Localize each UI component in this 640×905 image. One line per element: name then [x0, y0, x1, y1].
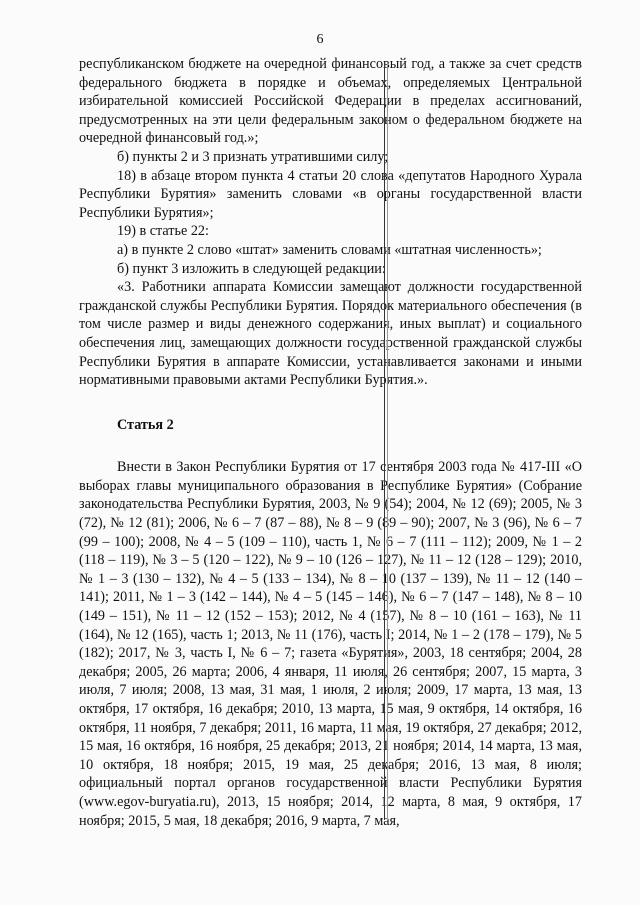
- paragraph-article-2-body: Внести в Закон Республики Бурятия от 17 сентября 2003 года № 417-III «О выборах главы муниципального образования в Республике Бурятия» (Собрание законодательства Республики Бурятия, 2003, № 9 (54); 2004, № 12 (69); 2005, № 3 (72), № 12 (81); 2006, № 6 – 7 (87 – 88), № 8 – 9 (89 – 90); 2007, № 3 (96), № 6 – 7 (99 – 100); 2008, № 4 – 5 (109 – 110), часть 1, № 6 – 7 (111 – 112); 2009, № 1 – 2 (118 – 119), № 3 – 5 (120 – 122), № 9 – 10 (126 – 127), № 11 – 12 (128 – 129); 2010, № 1 – 3 (130 – 132), № 4 – 5 (133 – 134), № 8 – 10 (137 – 139), № 11 – 12 (140 – 141); 2011, № 1 – 3 (142 – 144), № 4 – 5 (145 – 146), № 6 – 7 (147 – 148), № 8 – 10 (149 – 151), № 11 – 12 (152 – 153); 2012, № 4 (157), № 8 – 10 (161 – 163), № 11 (164), № 12 (165), часть 1; 2013, № 11 (176), часть I; 2014, № 1 – 2 (178 – 179), № 5 (182); 2017, № 3, часть I, № 6 – 7; газета «Бурятия», 2003, 18 сентября; 2004, 28 декабря; 2005, 26 марта; 2006, 4 января, 11 июля, 26 сентября; 2007, 15 марта, 3 июля, 7 июля; 2008, 13 мая, 31 мая, 1 июля, 2 июля; 2009, 17 марта, 13 мая, 13 октября, 17 октября, 16 декабря; 2010, 13 марта, 15 мая, 9 октября, 14 октября, 16 октября, 11 ноября, 7 декабря; 2011, 16 марта, 11 мая, 19 октября, 27 декабря; 2012, 15 мая, 16 октября, 16 ноября, 25 декабря; 2013, 21 ноября; 2014, 14 марта, 13 мая, 10 октября, 18 ноября; 2015, 19 мая, 25 декабря; 2016, 13 мая, 8 июля; официальный портал органов государственной власти Республики Бурятия (www.egov-buryatia.ru), 2013, 15 ноября; 2014, 12 марта, 8 мая, 9 октября, 17 ноября; 2015, 5 мая, 18 декабря; 2016, 9 марта, 7 мая,: [79, 459, 582, 829]
- paragraph-item-19: 19) в статье 22:: [117, 223, 209, 240]
- scan-fold-line-shadow: [387, 62, 388, 820]
- paragraph-budget-continuation: республиканском бюджете на очередной финансовый год, а также за счет средств федерального бюджета в порядке и объемах, определяемых Центральной избирательной комиссией Российской Федерации в пределах ассигнований, предусмотренных на эти цели федеральным законом о федеральном бюджете на очередной финансовый год.»;: [79, 56, 582, 147]
- scan-fold-line: [384, 62, 385, 820]
- paragraph-item-18: 18) в абзаце втором пункта 4 статьи 20 слова «депутатов Народного Хурала Республики Бурятия» заменить словами «в органы государственной власти Республики Бурятия»;: [79, 167, 582, 221]
- article-heading: Статья 2: [117, 416, 174, 433]
- paragraph-item-19a: а) в пункте 2 слово «штат» заменить словами «штатная численность»;: [117, 241, 542, 258]
- paragraph-item-b-repeal: б) пункты 2 и 3 признать утратившими силу;: [117, 148, 389, 165]
- page-number: 6: [316, 32, 324, 47]
- paragraph-quoted-point-3: «3. Работники аппарата Комиссии замещают должности государственной гражданской службы Республики Бурятия. Порядок материального обеспечения (в том числе размер и виды денежного содержания, иных выплат) и социального обеспечения лиц, замещающих должности государственной гражданской службы Республики Бурятия в аппарате Комиссии, устанавливается законами и иными нормативными правовыми актами Республики Бурятия.».: [79, 279, 582, 389]
- paragraph-item-19b: б) пункт 3 изложить в следующей редакции:: [117, 260, 386, 277]
- document-body: [79, 55, 582, 830]
